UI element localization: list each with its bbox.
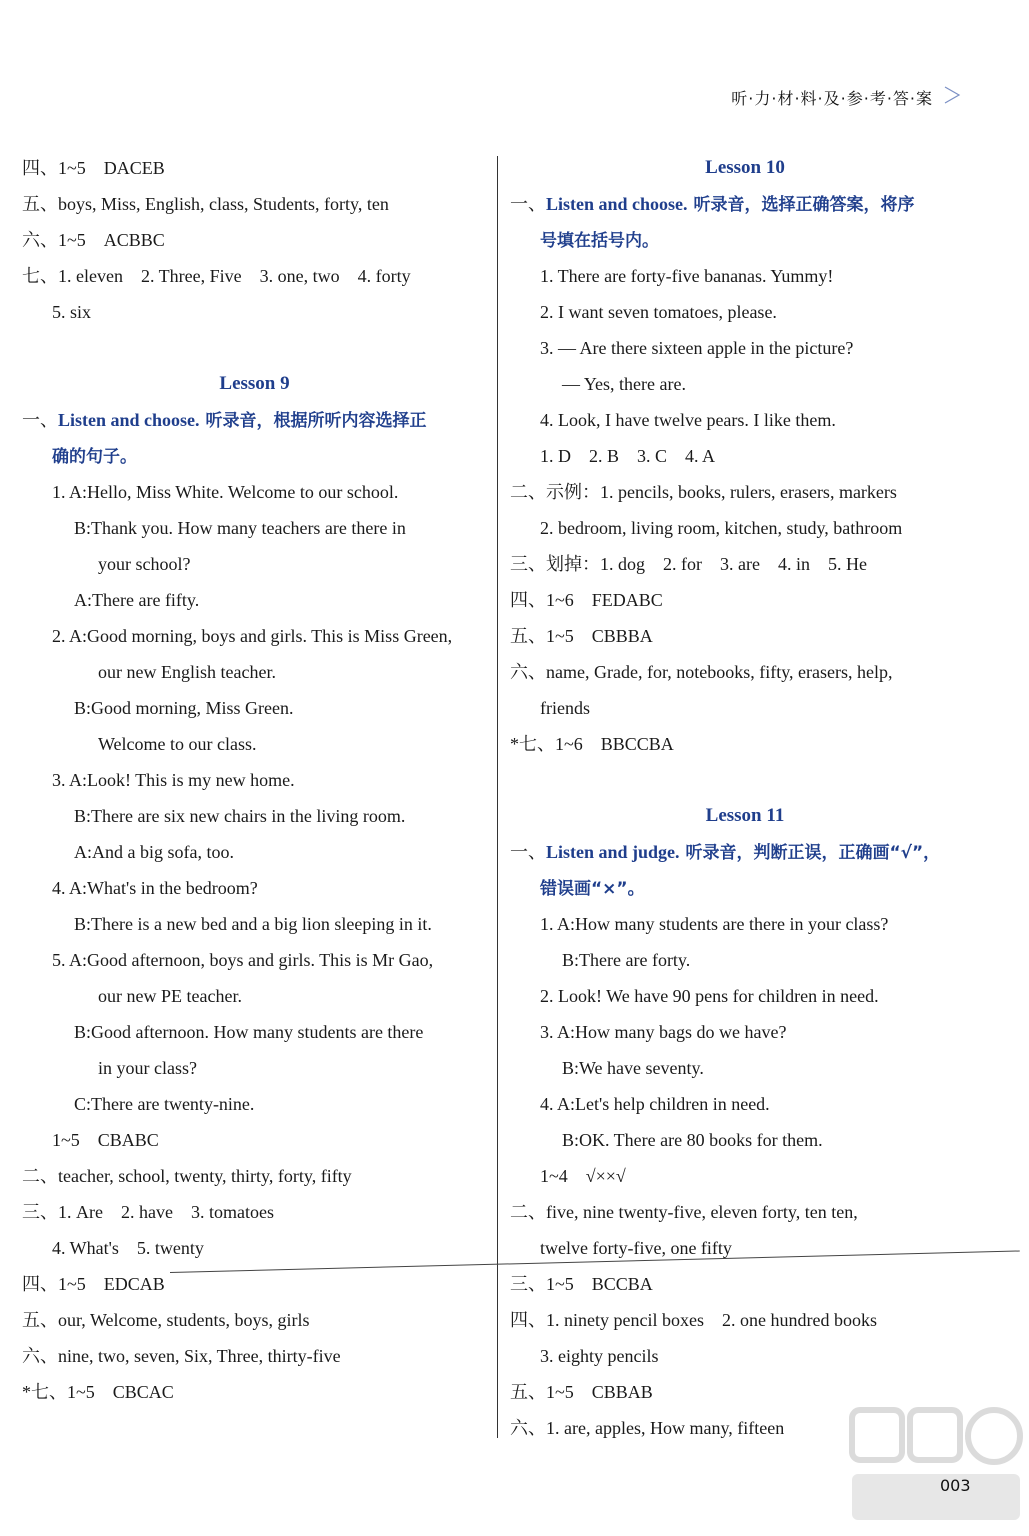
answer-line: 四、1~6 FEDABC [510,590,663,610]
q1-instruction-cn-cont: 号填在括号内。 [540,231,659,251]
answer-line: 1~4 √××√ [540,1166,626,1186]
q1-instruction-en: Listen and choose. [546,194,688,214]
lesson11-title: Lesson 11 [705,805,785,826]
q1-prefix: 一、 [22,410,58,430]
answer-line: our new PE teacher. [98,986,242,1006]
lesson9-q1-heading [22,402,487,438]
answer-line: A:And a big sofa, too. [74,842,234,862]
answer-line: 六、nine, two, seven, Six, Three, thirty-five [22,1346,341,1366]
answer-line: 3. — Are there sixteen apple in the picture? [540,338,854,358]
answer-line: 3. eighty pencils [540,1346,659,1366]
answer-line: 二、teacher, school, twenty, thirty, forty, fifty [22,1166,352,1186]
answer-line: 1. A:How many students are there in your class? [540,914,889,934]
answer-line: 5. A:Good afternoon, boys and girls. This is Mr Gao, [52,950,434,970]
answer-line: our new English teacher. [98,662,276,682]
answer-line: B:There are forty. [562,950,691,970]
page-number: 003 [940,1476,971,1495]
answer-line: 4. A:Let's help children in need. [540,1094,770,1114]
answer-line: 五、our, Welcome, students, boys, girls [22,1310,310,1330]
left-column [22,150,487,1410]
answer-line: in your class? [98,1058,197,1078]
answer-line: B:OK. There are 80 books for them. [562,1130,823,1150]
answer-line: 四、1. ninety pencil boxes 2. one hundred books [510,1310,877,1330]
answer-line: 1. There are forty-five bananas. Yummy! [540,266,834,286]
answer-line: 1. A:Hello, Miss White. Welcome to our school. [52,482,399,502]
answer-line: 4. What's 5. twenty [52,1238,204,1258]
right-column [510,150,980,1446]
answer-line: 2. I want seven tomatoes, please. [540,302,777,322]
answer-line: *七、1~5 CBCAC [22,1382,174,1402]
q1-instruction-cn: 听录音，根据所听内容选择正 [199,411,427,431]
q1-prefix: 一、 [510,842,546,862]
answer-line: 五、1~5 CBBBA [510,626,653,646]
answer-line: 4. A:What's in the bedroom? [52,878,258,898]
lesson9-q1-heading-cont [22,438,487,474]
answer-line: 三、划掉：1. dog 2. for 3. are 4. in 5. He [510,554,867,574]
q1-instruction-en: Listen and judge. [546,842,680,862]
answer-line: B:There is a new bed and a big lion sleeping in it. [74,914,432,934]
lesson11-q1-heading-cont [510,870,980,906]
answer-line: 5. six [52,302,92,322]
lesson10-lines [510,258,980,762]
q1-instruction-cn: 听录音，判断正误，正确画“√”， [679,843,941,863]
answer-line: *七、1~6 BBCCBA [510,734,674,754]
answer-line: 二、five, nine twenty-five, eleven forty, ten ten, [510,1202,858,1222]
answer-line: friends [540,698,590,718]
lesson10-q1-heading [510,186,980,222]
answer-line: 3. A:How many bags do we have? [540,1022,787,1042]
answer-line: B:Good morning, Miss Green. [74,698,294,718]
answer-line: 四、1~5 EDCAB [22,1274,165,1294]
answer-line: B:We have seventy. [562,1058,704,1078]
answer-line: 3. A:Look! This is my new home. [52,770,295,790]
answer-line: 七、1. eleven 2. Three, Five 3. one, two 4. forty [22,266,411,286]
answer-line: 2. A:Good morning, boys and girls. This is Miss Green, [52,626,453,646]
answer-line: 五、boys, Miss, English, class, Students, forty, ten [22,194,389,214]
watermark-logo [846,1400,1026,1530]
answer-line: — Yes, there are. [562,374,686,394]
answer-line: your school? [98,554,191,574]
lesson11-q1-heading [510,834,980,870]
answer-line: 2. Look! We have 90 pens for children in need. [540,986,879,1006]
answer-line: 2. bedroom, living room, kitchen, study, bathroom [540,518,903,538]
q1-instruction-cn-cont: 错误画“×”。 [540,879,645,899]
lesson10-q1-heading-cont [510,222,980,258]
q1-prefix: 一、 [510,194,546,214]
lesson10-title: Lesson 10 [705,157,785,178]
column-divider [497,156,498,1438]
chevron-right-icon [941,84,963,106]
answer-line: 六、name, Grade, for, notebooks, fifty, erasers, help, [510,662,893,682]
answer-line: C:There are twenty-nine. [74,1094,255,1114]
q1-instruction-cn-cont: 确的句子。 [52,447,137,467]
answer-line: Welcome to our class. [98,734,257,754]
answer-line: 1~5 CBABC [52,1130,159,1150]
answer-line: 1. D 2. B 3. C 4. A [540,446,716,466]
answer-line: twelve forty-five, one fifty [540,1238,732,1258]
answer-line: B:Thank you. How many teachers are there in [74,518,406,538]
lesson8-answers-tail [22,150,487,330]
answer-line: A:There are fifty. [74,590,200,610]
answer-line: 五、1~5 CBBAB [510,1382,653,1402]
answer-line: 四、1~5 DACEB [22,158,165,178]
page-header-title: 听·力·材·料·及·参·考·答·案 [731,89,933,108]
answer-line: 4. Look, I have twelve pears. I like them. [540,410,836,430]
q1-instruction-cn: 听录音，选择正确答案，将序 [687,195,915,215]
lesson11-lines [510,906,980,1446]
answer-line: 六、1~5 ACBBC [22,230,165,250]
answer-line: B:There are six new chairs in the living room. [74,806,406,826]
answer-line: 六、1. are, apples, How many, fifteen [510,1418,785,1438]
q1-instruction-en: Listen and choose. [58,410,200,430]
lesson9-title: Lesson 9 [219,373,290,394]
answer-line: 三、1~5 BCCBA [510,1274,653,1294]
answer-line: 三、1. Are 2. have 3. tomatoes [22,1202,274,1222]
answer-line: B:Good afternoon. How many students are there [74,1022,424,1042]
answer-line: 二、示例：1. pencils, books, rulers, erasers, markers [510,482,897,502]
